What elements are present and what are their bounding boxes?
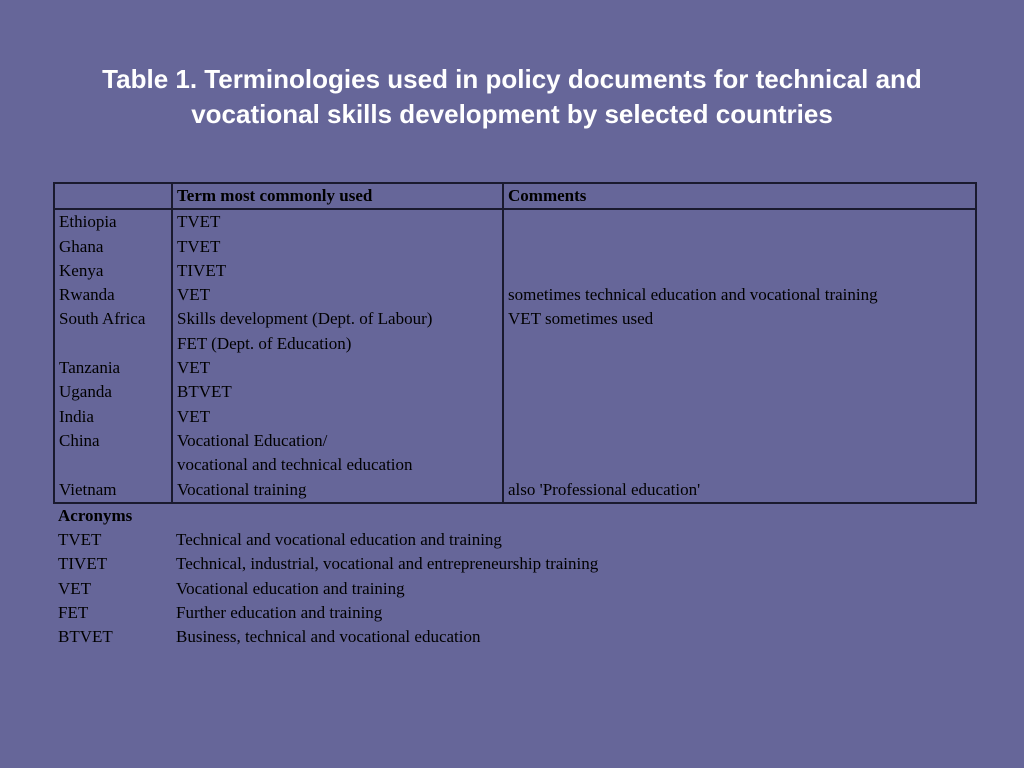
acronym-meaning: Further education and training xyxy=(176,603,383,623)
country-cell: South Africa xyxy=(54,307,172,331)
term-cell: Vocational training xyxy=(172,478,503,503)
acronym-abbr: VET xyxy=(58,578,92,598)
acronyms-heading: Acronyms xyxy=(58,505,133,525)
table-header-row xyxy=(54,183,976,209)
acronym-meaning: Technical and vocational education and training xyxy=(176,530,502,550)
table-row xyxy=(54,307,976,331)
acronym-abbr: TVET xyxy=(58,530,102,550)
acronym-abbr: FET xyxy=(58,603,89,623)
comment-cell xyxy=(503,356,976,380)
country-cell: Kenya xyxy=(54,259,172,283)
country-cell: China xyxy=(54,429,172,453)
term-cell: Vocational Education/ xyxy=(172,429,503,453)
comment-cell xyxy=(503,453,976,477)
header-term: Term most commonly used xyxy=(172,183,503,209)
comment-cell xyxy=(503,259,976,283)
country-cell: Vietnam xyxy=(54,478,172,503)
comment-cell xyxy=(503,405,976,429)
terminology-table xyxy=(53,182,977,650)
table-row xyxy=(54,283,976,307)
term-cell: TIVET xyxy=(172,259,503,283)
acronym-abbr: BTVET xyxy=(58,627,113,647)
comment-cell xyxy=(503,429,976,453)
acronym-meaning: Business, technical and vocational education xyxy=(176,627,481,647)
term-cell: vocational and technical education xyxy=(172,453,503,477)
title-line-2: vocational skills development by selected countries xyxy=(191,99,833,129)
comment-cell: VET sometimes used xyxy=(503,307,976,331)
table-row xyxy=(54,259,976,283)
table-row xyxy=(54,356,976,380)
acronym-meaning: Vocational education and training xyxy=(176,578,405,598)
acronym-row xyxy=(54,528,976,552)
country-cell: Rwanda xyxy=(54,283,172,307)
table-row xyxy=(54,209,976,234)
country-cell xyxy=(54,332,172,356)
comment-cell xyxy=(503,380,976,404)
table-row xyxy=(54,332,976,356)
page-title xyxy=(0,62,1024,132)
acronym-row xyxy=(54,552,976,576)
header-comments: Comments xyxy=(503,183,976,209)
term-cell: Skills development (Dept. of Labour) xyxy=(172,307,503,331)
country-cell xyxy=(54,453,172,477)
country-cell: Uganda xyxy=(54,380,172,404)
country-cell: Ghana xyxy=(54,235,172,259)
acronyms-heading-row xyxy=(54,503,976,528)
acronym-row xyxy=(54,625,976,649)
country-cell: India xyxy=(54,405,172,429)
term-cell: BTVET xyxy=(172,380,503,404)
term-cell: TVET xyxy=(172,209,503,234)
country-cell: Ethiopia xyxy=(54,209,172,234)
table-row xyxy=(54,453,976,477)
term-cell: FET (Dept. of Education) xyxy=(172,332,503,356)
table-row xyxy=(54,405,976,429)
acronym-abbr: TIVET xyxy=(58,554,108,574)
comment-cell: sometimes technical education and vocational training xyxy=(503,283,976,307)
comment-cell xyxy=(503,209,976,234)
table-row xyxy=(54,478,976,503)
acronym-row xyxy=(54,601,976,625)
comment-cell: also 'Professional education' xyxy=(503,478,976,503)
term-cell: VET xyxy=(172,283,503,307)
table-row xyxy=(54,429,976,453)
term-cell: TVET xyxy=(172,235,503,259)
term-cell: VET xyxy=(172,405,503,429)
country-cell: Tanzania xyxy=(54,356,172,380)
comment-cell xyxy=(503,332,976,356)
header-country xyxy=(54,183,172,209)
title-line-1: Table 1. Terminologies used in policy documents for technical and xyxy=(102,64,922,94)
table-row xyxy=(54,380,976,404)
table-row xyxy=(54,235,976,259)
acronym-meaning: Technical, industrial, vocational and entrepreneurship training xyxy=(176,554,599,574)
acronym-row xyxy=(54,577,976,601)
comment-cell xyxy=(503,235,976,259)
term-cell: VET xyxy=(172,356,503,380)
